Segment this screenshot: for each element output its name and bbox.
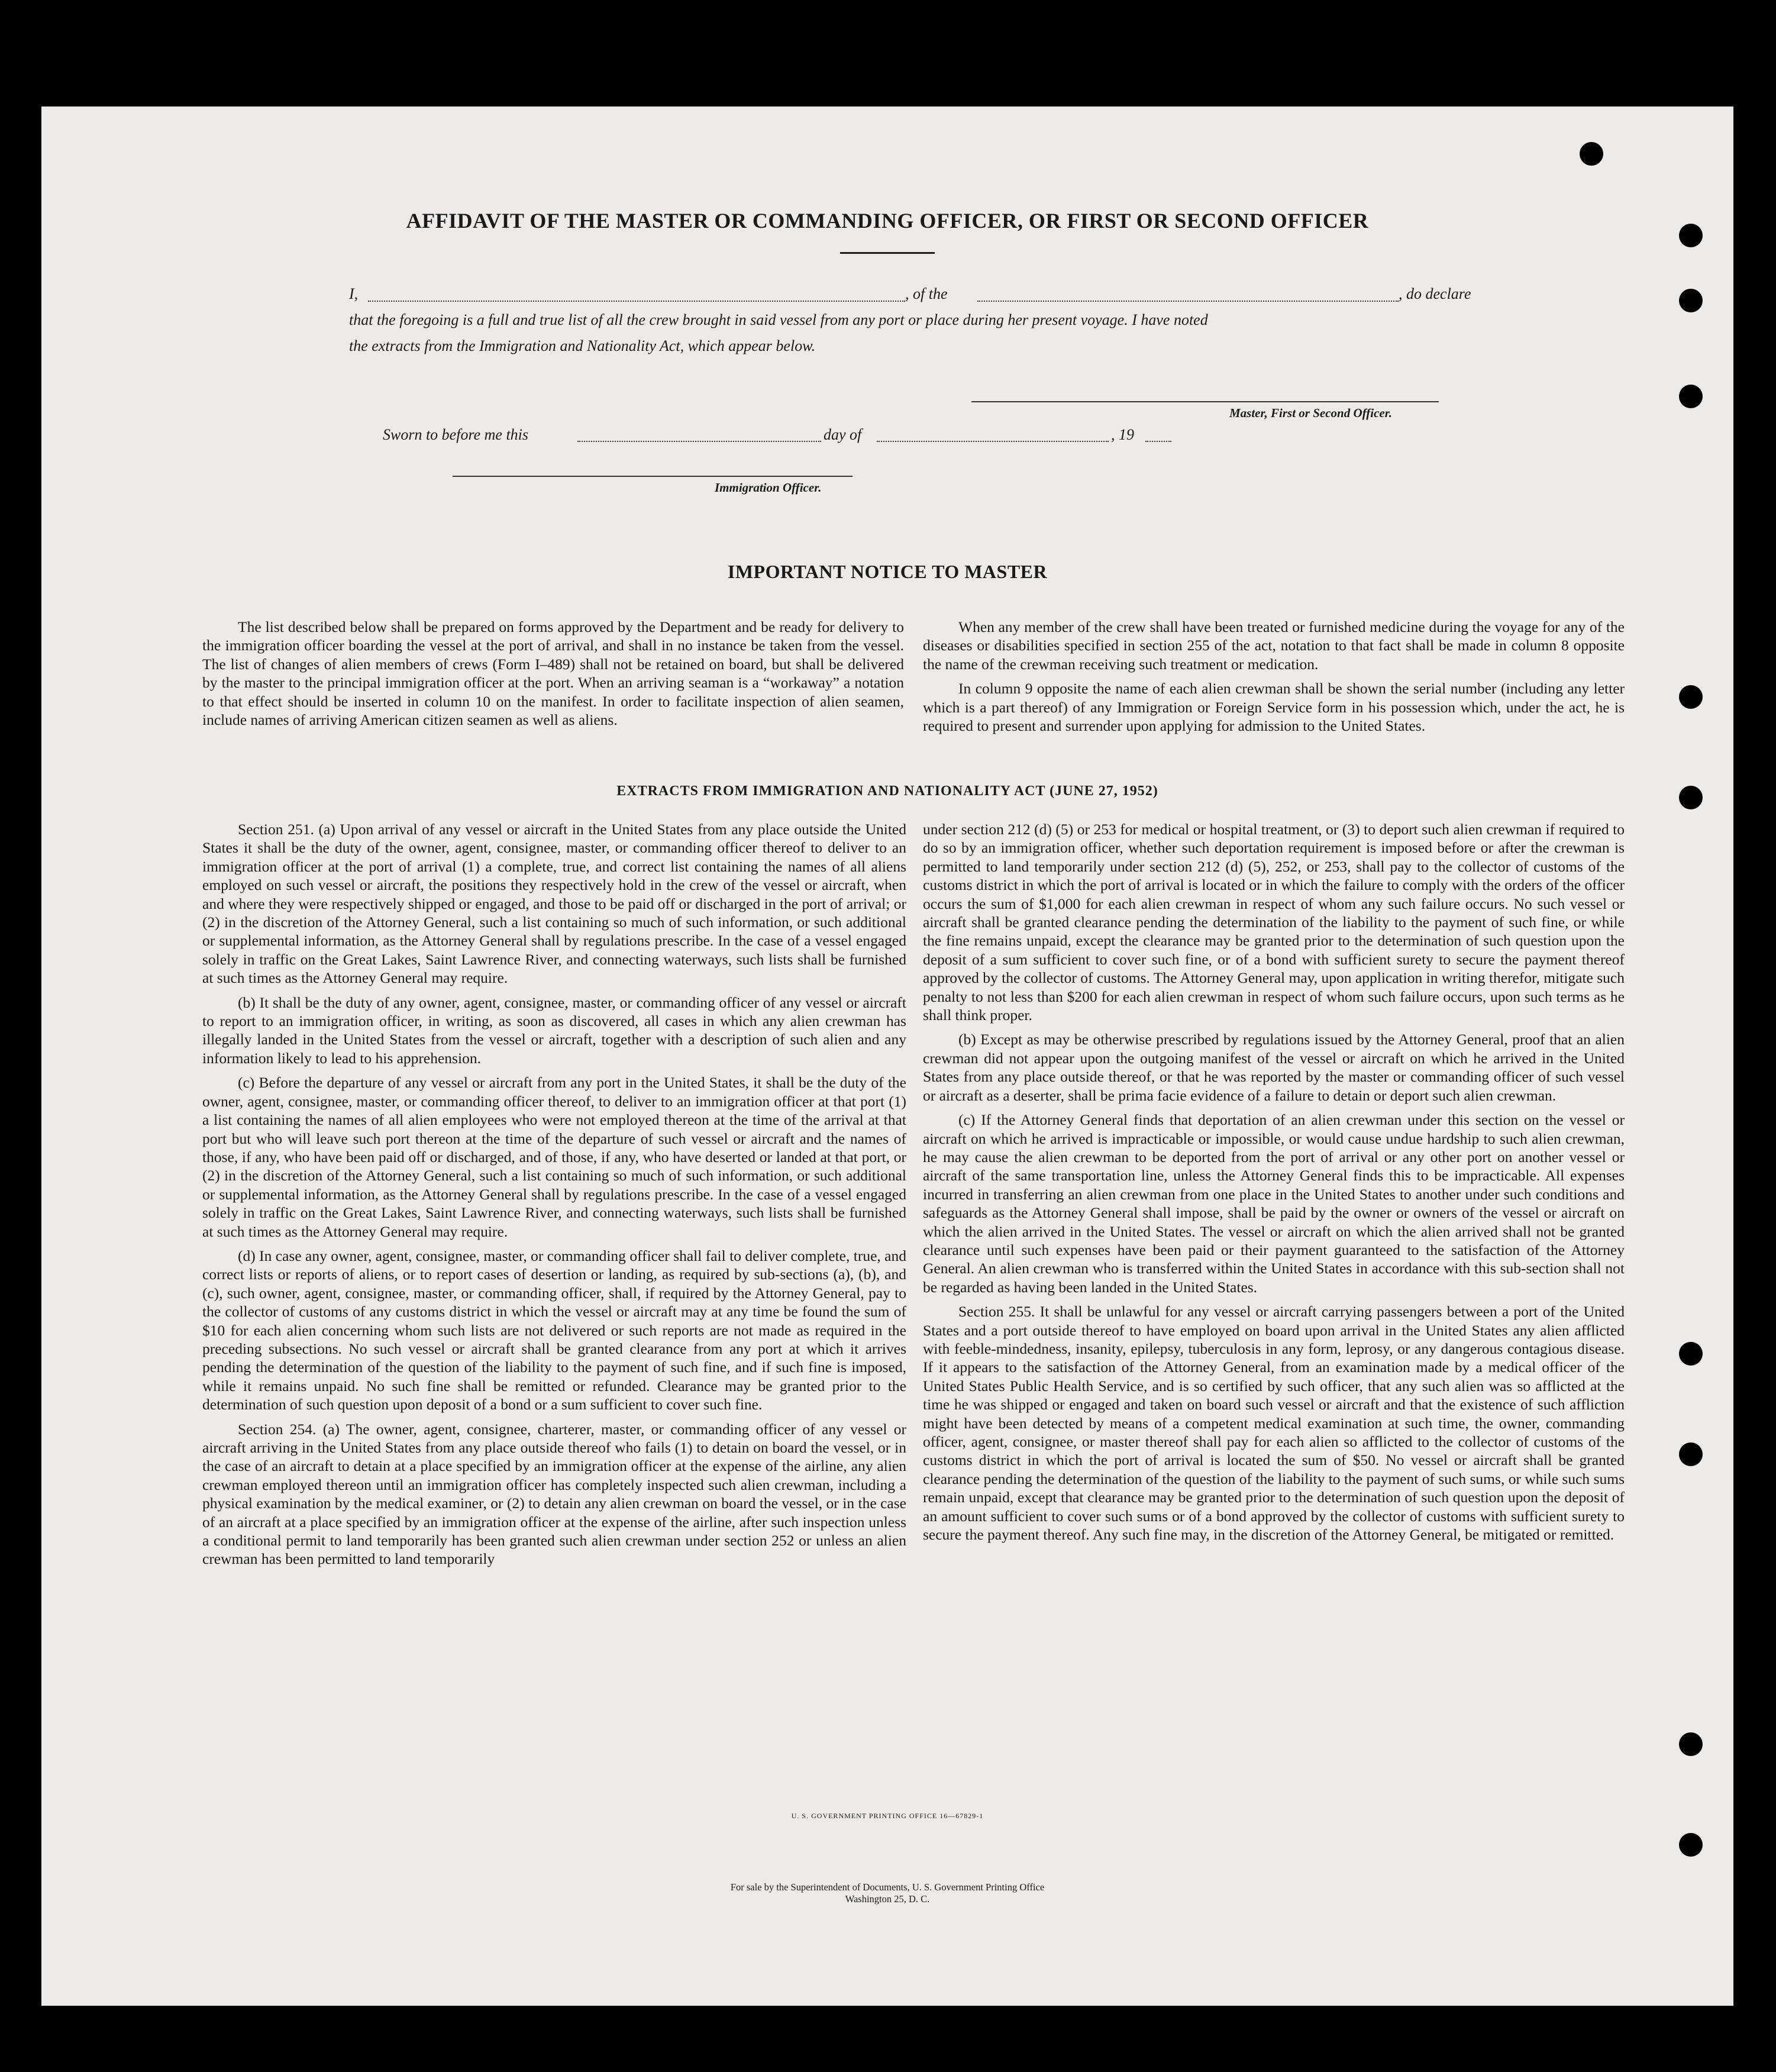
i-label: I,: [349, 285, 359, 302]
binder-hole-icon: [1679, 1732, 1703, 1756]
binder-hole-icon: [1679, 1442, 1703, 1466]
extracts-left-column: [202, 820, 906, 1574]
affidavit-statement-line2: the extracts from the Immigration and Nationality Act, which appear below.: [349, 337, 816, 354]
affidavit-title: AFFIDAVIT OF THE MASTER OR COMMANDING OFFICER, OR FIRST OR SECOND OFFICER: [406, 209, 1369, 233]
officer-signature-line[interactable]: [453, 476, 853, 477]
of-the-label: , of the: [905, 285, 948, 302]
sworn-label: Sworn to before me this: [383, 426, 529, 443]
binder-hole-icon: [1679, 685, 1703, 709]
section-251a: Section 251. (a) Upon arrival of any vessel or aircraft in the United States from any place outside the United States it shall be the duty of the owner, agent, consignee, master, or commanding officer thereof to deliver to an immigration officer at the port of arrival (1) a complete, true, and correct list containing the names of all aliens employed on such vessel or aircraft, the positions they respectively hold in the crew of the vessel or aircraft, when and where they were respectively shipped or engaged, and those to be paid off or discharged in the port of arrival; or (2) in the discretion of the Attorney General, such a list containing so much of such information, or such additional or supplemental information, as the Attorney General shall by regulations prescribe. In the case of a vessel engaged solely in traffic on the Great Lakes, Saint Lawrence River, and connecting waterways, such lists shall be furnished at such times as the Attorney General may require.: [202, 821, 906, 987]
sworn-day-field[interactable]: [577, 441, 821, 442]
day-of-label: day of: [824, 426, 862, 443]
declarant-name-field[interactable]: [368, 301, 905, 302]
section-254b: (b) Except as may be otherwise prescribed by regulations issued by the Attorney General, proof that an alien crewman did not appear upon the outgoing manifest of the vessel or aircraft on which he arrived in the United States from any place outside thereof, or that he was reported by the master or commanding officer of such vessel or aircraft as a deserter, shall be prima facie evidence of a failure to detain or deport such alien crewman.: [923, 1031, 1625, 1104]
binder-hole-icon: [1679, 385, 1703, 408]
affidavit-statement-line1: that the foregoing is a full and true list of all the crew brought in said vessel from any port or place during her present voyage. I have noted: [349, 311, 1208, 328]
sworn-month-field[interactable]: [877, 441, 1109, 442]
title-rule: [840, 252, 935, 254]
notice-right-paragraph-2: In column 9 opposite the name of each alien crewman shall be shown the serial number (including any letter which is a part thereof) of any Immigration or Foreign Service form in his possession which, under the act, he is required to present and surrender upon applying for admission to the United States.: [923, 680, 1625, 735]
do-declare-label: , do declare: [1399, 285, 1471, 302]
notice-right-column: [923, 618, 1625, 741]
notice-right-paragraph-1: When any member of the crew shall have been treated or furnished medicine during the voyage for any of the diseases or disabilities specified in section 255 of the act, notation to that fact shall be made in column 8 opposite the name of the crewman receiving such treatment or medication.: [923, 618, 1625, 673]
binder-hole-icon: [1679, 289, 1703, 312]
binder-hole-icon: [1580, 142, 1603, 166]
sale-line-2: Washington 25, D. C.: [845, 1893, 930, 1905]
printing-office-line: U. S. GOVERNMENT PRINTING OFFICE 16—67829-1: [791, 1812, 984, 1820]
section-251c: (c) Before the departure of any vessel or aircraft from any port in the United States, it shall be the duty of the owner, agent, consignee, master, or commanding officer thereof, to deliver to an immigration officer at that port (1) a list containing the names of all alien employees who were not employed thereon at the time of the arrival at that port but who will leave such port thereon at the time of the departure of such vessel or aircraft and the names of those, if any, who have been paid off or discharged, and of those, if any, who have deserted or landed at that port, or (2) in the discretion of the Attorney General, such a list containing so much of such information, or such additional or supplemental information, as the Attorney General shall by regulations prescribe. In the case of a vessel engaged solely in traffic on the Great Lakes, Saint Lawrence River, and connecting waterways, such lists shall be furnished at such times as the Attorney General may require.: [202, 1074, 906, 1240]
officer-caption: Immigration Officer.: [715, 480, 822, 495]
binder-hole-icon: [1679, 1342, 1703, 1366]
year-label: , 19: [1111, 426, 1134, 443]
vessel-name-field[interactable]: [977, 301, 1399, 302]
notice-title: IMPORTANT NOTICE TO MASTER: [727, 561, 1048, 582]
section-254a-continued: under section 212 (d) (5) or 253 for medical or hospital treatment, or (3) to deport such alien crewman if required to do so by an immigration officer, whether such deportation requirement is imposed before or after the crewman is permitted to land temporarily under section 212 (d) (5), 252, or 253, shall pay to the collector of customs of the customs district in which the port of arrival is located or in which the failure to comply with the orders of the officer occurs the sum of $1,000 for each alien crewman in respect of whom any such failure occurs. No such vessel or aircraft shall be granted clearance pending the determination of the liability to the payment of such fine, or while the fine remains unpaid, except the clearance may be granted prior to the determination of such question upon the deposit of a sum sufficient to cover such fine, or of a bond with sufficient surety to secure the payment thereof approved by the collector of customs. The Attorney General may, upon application in writing therefor, mitigate such penalty to not less than $200 for each alien crewman in respect of whom such failure occurs, upon such terms as he shall think proper.: [923, 821, 1625, 1024]
notice-left-paragraph: The list described below shall be prepared on forms approved by the Department and be ready for delivery to the immigration officer boarding the vessel at the port of arrival, and shall in no instance be taken from the vessel. The list of changes of alien members of crews (Form I–489) shall not be retained on board, but shall be delivered by the master to the principal immigration officer at the port. When an arriving seaman is a “workaway” a notation to that effect should be inserted in column 10 on the manifest. In order to facilitate inspection of alien seamen, include names of arriving American citizen seamen as well as aliens.: [202, 618, 904, 729]
binder-hole-icon: [1679, 224, 1703, 247]
binder-hole-icon: [1679, 1833, 1703, 1857]
extracts-title: EXTRACTS FROM IMMIGRATION AND NATIONALITY ACT (JUNE 27, 1952): [616, 783, 1158, 799]
section-255: Section 255. It shall be unlawful for any vessel or aircraft carrying passengers between a port of the United States and a port outside thereof to have employed on board upon arrival in the United States any alien afflicted with feeble-mindedness, insanity, epilepsy, tuberculosis in any form, leprosy, or any dangerous contagious disease. If it appears to the satisfaction of the Attorney General, from an examination made by a medical officer of the United States Public Health Service, and is so certified by such officer, that any such alien was so afflicted at the time he was shipped or engaged and taken on board such vessel or aircraft and that the existence of such affliction might have been detected by means of a competent medical examination at such time, the owner, commanding officer, agent, consignee, or master thereof shall pay for each alien so afflicted to the collector of customs of the customs district in which the port of arrival is located the sum of $50. No vessel or aircraft shall be granted clearance pending the determination of the question of the liability to the payment of such sums, or while such sums remain unpaid, except that clearance may be granted prior to the determination of such question upon the deposit of an amount sufficient to cover such sums or of a bond approved by the collector of customs with sufficient surety to secure the payment thereof. Any such fine may, in the discretion of the Attorney General, be mitigated or remitted.: [923, 1303, 1625, 1544]
extracts-right-column: [923, 820, 1625, 1550]
form-page: [41, 106, 1733, 2006]
notice-left-column: [202, 618, 904, 735]
sworn-year-field[interactable]: [1145, 441, 1171, 442]
binder-hole-icon: [1679, 786, 1703, 809]
master-signature-line[interactable]: [971, 401, 1439, 402]
section-254c: (c) If the Attorney General finds that deportation of an alien crewman under this section on the vessel or aircraft on which he arrived is impracticable or impossible, or would cause undue hardship to such alien crewman, he may cause the alien crewman to be deported from the port of arrival or any other port on another vessel or aircraft of the same transportation line, unless the Attorney General finds this to be impracticable. All expenses incurred in transferring an alien crewman from one place in the United States to another under such conditions and safeguards as the Attorney General shall impose, shall be paid by the owner or owners of the vessel or aircraft on which the alien arrived in the United States. The vessel or aircraft on which the alien arrived shall not be granted clearance until such expenses have been paid or their payment guaranteed to the satisfaction of the Attorney General. An alien crewman who is transferred within the United States in accordance with this sub-section shall not be regarded as having been landed in the United States.: [923, 1111, 1625, 1296]
section-251d: (d) In case any owner, agent, consignee, master, or commanding officer shall fail to deliver complete, true, and correct lists or reports of aliens, or to report cases of desertion or landing, as required by sub-sections (a), (b), and (c), such owner, agent, consignee, master, or commanding officer, shall, if required by the Attorney General, pay to the collector of customs of any customs district in which the vessel or aircraft may at any time be found the sum of $10 for each alien concerning whom such lists are not delivered or such reports are not made as required in the preceding subsections. No such vessel or aircraft shall be granted clearance from any port at which it arrives pending the determination of the question of the liability to the payment of such fine, and if such fine is imposed, while it remains unpaid. No such fine shall be remitted or refunded. Clearance may be granted prior to the determination of such question upon deposit of a bond or a sum sufficient to cover such fine.: [202, 1247, 906, 1413]
sale-line-1: For sale by the Superintendent of Documents, U. S. Government Printing Office: [730, 1881, 1045, 1893]
section-254a: Section 254. (a) The owner, agent, consignee, charterer, master, or commanding officer of any vessel or aircraft arriving in the United States from any place outside thereof who fails (1) to detain on board the vessel, or in the case of an aircraft to detain at a place specified by an immigration officer at the expense of the airline, any alien crewman employed thereon until an immigration officer has completely inspected such alien crewman, including a physical examination by the medical examiner, or (2) to detain any alien crewman on board the vessel, or in the case of an aircraft at a place specified by an immigration officer at the expense of the airline, after such inspection unless a conditional permit to land temporarily has been granted such alien crewman under section 252 or unless an alien crewman has been permitted to land temporarily: [202, 1420, 906, 1568]
master-caption: Master, First or Second Officer.: [1229, 406, 1392, 420]
section-251b: (b) It shall be the duty of any owner, agent, consignee, master, or commanding officer of any vessel or aircraft to report to an immigration officer, in writing, as soon as discovered, all cases in which any alien crewman has illegally landed in the United States from the vessel or aircraft, together with a description of such alien and any information likely to lead to his apprehension.: [202, 993, 906, 1067]
